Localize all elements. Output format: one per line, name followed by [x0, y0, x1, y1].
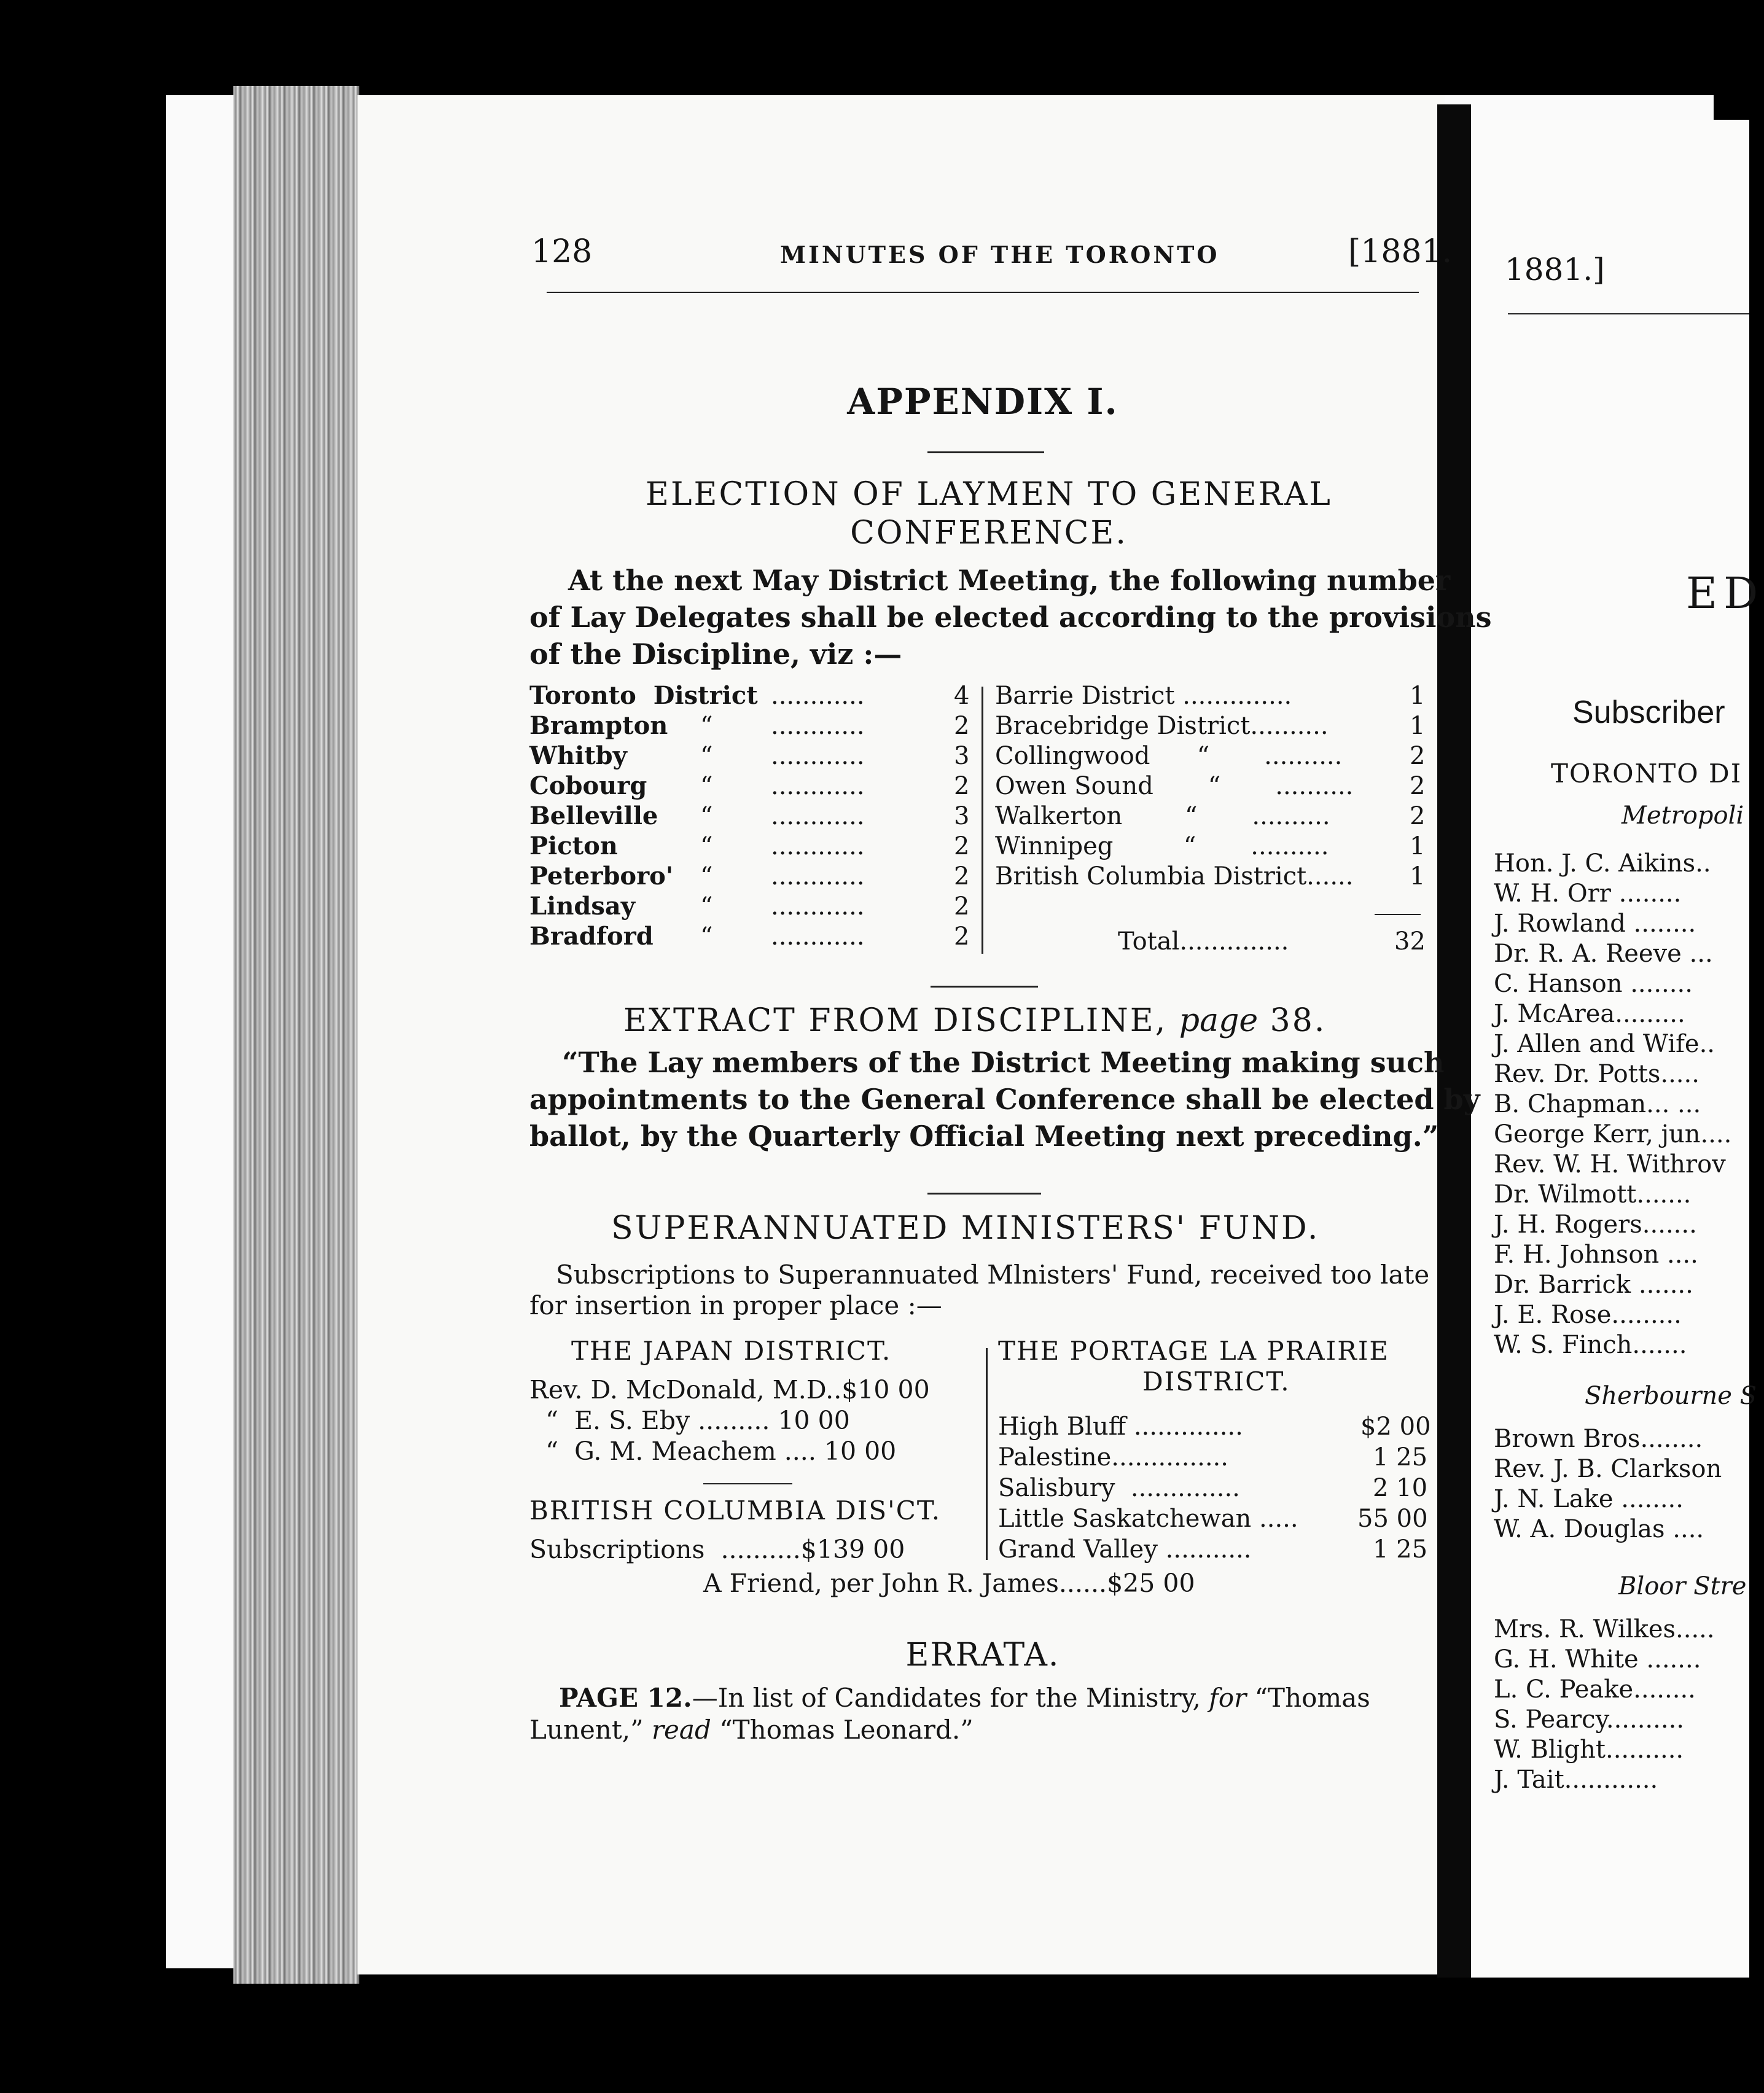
portage-row-name: High Bluff ..............: [998, 1413, 1243, 1441]
header-year: [1881.: [1348, 233, 1453, 270]
ditto-mark: “: [700, 772, 713, 800]
divider: [927, 1193, 1041, 1195]
subscriber-name: Dr. R. A. Reeve ...: [1494, 940, 1713, 968]
subscriber-name: W. A. Douglas ....: [1494, 1515, 1704, 1543]
book-gutter: [1437, 104, 1471, 1978]
subscriber-name: W. H. Orr ........: [1494, 879, 1682, 908]
japan-heading: THE JAPAN DISTRICT.: [571, 1336, 892, 1366]
dot-leader: ............: [771, 682, 865, 710]
errata-line1: [559, 1683, 1370, 1713]
dot-leader: ............: [771, 742, 865, 770]
extract-line2: appointments to the General Conference shall be elected by: [529, 1083, 1480, 1116]
delegate-count: 4: [954, 682, 970, 710]
japan-row: “ G. M. Meachem .... 10 00: [529, 1436, 897, 1466]
portage-row-amount: 55 00: [1357, 1505, 1428, 1533]
delegate-count: 3: [954, 742, 970, 770]
ditto-mark: “: [700, 712, 713, 740]
bc-heading: BRITISH COLUMBIA DIS'CT.: [529, 1495, 942, 1526]
divider: [703, 1483, 792, 1484]
delegate-count: 2: [1410, 802, 1426, 830]
errata-page-ref: PAGE 12.: [559, 1683, 692, 1713]
delegate-count: 2: [1410, 772, 1426, 800]
subscriber-name: Mrs. R. Wilkes.....: [1494, 1615, 1715, 1643]
portage-heading-line1: THE PORTAGE LA PRAIRIE: [998, 1336, 1390, 1366]
district-name: Owen Sound “ ..........: [995, 772, 1354, 800]
delegate-count: 2: [1410, 742, 1426, 770]
subscriber-name: J. E. Rose.........: [1494, 1301, 1682, 1329]
subscriber-heading: Subscriber: [1572, 695, 1725, 730]
column-divider: [982, 687, 983, 954]
metro-heading: Metropoli: [1622, 801, 1744, 830]
delegate-count: 1: [1410, 862, 1426, 891]
delegate-count: 2: [954, 892, 970, 921]
portage-row-name: Palestine...............: [998, 1443, 1228, 1471]
right-page-year: 1881.]: [1505, 252, 1605, 287]
district-name: Whitby: [529, 741, 627, 770]
errata-lunent: Lunent,”: [529, 1715, 644, 1745]
fund-heading: SUPERANNUATED MINISTERS' FUND.: [611, 1210, 1320, 1247]
japan-row: Rev. D. McDonald, M.D..$10 00: [529, 1375, 930, 1405]
total-value: 32: [1394, 927, 1426, 956]
japan-row: “ E. S. Eby ......... 10 00: [529, 1406, 850, 1435]
election-heading-line2: CONFERENCE.: [850, 515, 1128, 552]
subscriber-name: Brown Bros........: [1494, 1425, 1703, 1453]
subscriber-name: J. N. Lake ........: [1494, 1485, 1684, 1513]
delegate-count: 2: [954, 832, 970, 860]
district-name: Winnipeg “ ..........: [995, 832, 1329, 860]
election-heading-line1: ELECTION OF LAYMEN TO GENERAL: [646, 476, 1332, 513]
ditto-mark: “: [700, 742, 713, 770]
ditto-mark: “: [700, 832, 713, 860]
subscriber-name: J. Rowland ........: [1494, 910, 1696, 938]
district-name: Belleville: [529, 801, 658, 830]
extract-heading: [623, 1002, 1326, 1039]
portage-row-amount: 2 10: [1373, 1474, 1428, 1502]
subscriber-name: Dr. Barrick .......: [1494, 1271, 1693, 1299]
subscriber-name: Rev. J. B. Clarkson: [1494, 1455, 1722, 1483]
extract-heading-number: 38.: [1270, 1002, 1327, 1039]
dot-leader: ............: [771, 892, 865, 921]
delegate-count: 1: [1410, 712, 1426, 740]
election-intro-line3: of the Discipline, viz :—: [529, 637, 902, 671]
ditto-mark: “: [700, 922, 713, 951]
portage-row-name: Little Saskatchewan .....: [998, 1505, 1298, 1533]
right-header-rule: [1508, 313, 1749, 314]
divider: [931, 986, 1038, 988]
dot-leader: ............: [771, 772, 865, 800]
divider: [927, 451, 1044, 453]
election-intro-line2: of Lay Delegates shall be elected according to the provisions: [529, 601, 1492, 634]
district-name: Cobourg: [529, 771, 647, 800]
delegate-count: 2: [954, 862, 970, 891]
total-label: Total..............: [1118, 927, 1289, 956]
page-edges: [233, 86, 359, 1984]
dot-leader: ............: [771, 862, 865, 891]
district-name: Picton: [529, 832, 618, 860]
district-name: Collingwood “ ..........: [995, 742, 1343, 770]
delegate-count: 1: [1410, 832, 1426, 860]
header-rule: [547, 292, 1419, 293]
district-name: Walkerton “ ..........: [995, 802, 1330, 830]
ditto-mark: “: [700, 862, 713, 891]
portage-row-amount: $2 00: [1360, 1413, 1431, 1441]
district-name: Brampton: [529, 711, 668, 740]
delegate-count: 1: [1410, 682, 1426, 710]
district-name: Barrie District ..............: [995, 682, 1292, 710]
errata-leonard: “Thomas Leonard.”: [719, 1715, 974, 1745]
district-name: Bradford: [529, 922, 654, 951]
errata-thomas: “Thomas: [1254, 1683, 1370, 1713]
dot-leader: ............: [771, 832, 865, 860]
bc-row: Subscriptions ..........$139 00: [529, 1535, 905, 1564]
extract-heading-page: page: [1179, 1002, 1259, 1039]
delegate-count: 2: [954, 712, 970, 740]
subscriber-name: F. H. Johnson ....: [1494, 1241, 1698, 1269]
dot-leader: ............: [771, 922, 865, 951]
district-name: Bracebridge District..........: [995, 712, 1329, 740]
subscriber-name: J. McArea.........: [1494, 1000, 1685, 1028]
page-number: 128: [531, 233, 593, 270]
errata-text: —In list of Candidates for the Ministry,: [692, 1683, 1201, 1713]
subscriber-name: G. H. White .......: [1494, 1645, 1701, 1674]
subscriber-name: J. Allen and Wife..: [1494, 1030, 1715, 1058]
delegate-count: 2: [954, 922, 970, 951]
extract-heading-text: EXTRACT FROM DISCIPLINE,: [623, 1002, 1168, 1039]
election-intro-line1: At the next May District Meeting, the following number: [568, 564, 1451, 597]
ditto-mark: “: [700, 892, 713, 921]
subscriber-name: S. Pearcy..........: [1494, 1705, 1684, 1734]
delegate-count: 3: [954, 802, 970, 830]
column-divider: [986, 1348, 988, 1560]
extract-line1: “The Lay members of the District Meeting making such: [562, 1046, 1445, 1079]
subscriber-name: C. Hanson ........: [1494, 970, 1693, 998]
errata-line2: [529, 1715, 974, 1745]
errata-for: for: [1209, 1683, 1247, 1713]
extract-line3: ballot, by the Quarterly Official Meeting next preceding.”: [529, 1120, 1439, 1153]
subscriber-name: L. C. Peake........: [1494, 1675, 1696, 1704]
fund-intro-line1: Subscriptions to Superannuated Mlnisters' Fund, received too late: [556, 1260, 1430, 1290]
dot-leader: ............: [771, 802, 865, 830]
portage-heading-line2: DISTRICT.: [1142, 1366, 1290, 1397]
district-name: Lindsay: [529, 892, 636, 921]
running-title: MINUTES OF THE TORONTO: [780, 241, 1220, 268]
district-heading: TORONTO DI: [1551, 758, 1743, 789]
subscriber-name: J. H. Rogers.......: [1494, 1210, 1697, 1239]
subscriber-name: Hon. J. C. Aikins..: [1494, 849, 1711, 878]
sherbourne-heading: Sherbourne S: [1585, 1382, 1757, 1410]
ditto-mark: “: [700, 802, 713, 830]
right-big-letters: ED: [1686, 568, 1764, 618]
portage-row-name: Grand Valley ...........: [998, 1535, 1252, 1564]
subscriber-name: J. Tait............: [1494, 1766, 1658, 1794]
portage-row-amount: 1 25: [1373, 1535, 1428, 1564]
subscriber-name: B. Chapman... ...: [1494, 1090, 1701, 1118]
dot-leader: ............: [771, 712, 865, 740]
portage-row-amount: 1 25: [1373, 1443, 1428, 1471]
errata-heading: ERRATA.: [905, 1637, 1060, 1674]
district-name: Toronto District: [529, 681, 758, 710]
subscriber-name: Dr. Wilmott.......: [1494, 1180, 1692, 1209]
subscriber-name: George Kerr, jun....: [1494, 1120, 1732, 1148]
total-rule: [1375, 914, 1421, 915]
subscriber-name: Rev. W. H. Withrov: [1494, 1150, 1726, 1179]
subscriber-name: W. Blight..........: [1494, 1736, 1684, 1764]
bloor-heading: Bloor Stre: [1618, 1572, 1747, 1600]
portage-row-name: Salisbury ..............: [998, 1474, 1240, 1502]
errata-read: read: [651, 1715, 711, 1745]
delegate-count: 2: [954, 772, 970, 800]
appendix-title: APPENDIX I.: [847, 381, 1118, 423]
subscriber-name: W. S. Finch.......: [1494, 1331, 1687, 1359]
district-name: British Columbia District......: [995, 862, 1354, 891]
fund-intro-line2: for insertion in proper place :—: [529, 1290, 942, 1320]
subscriber-name: Rev. Dr. Potts.....: [1494, 1060, 1700, 1088]
district-name: Peterboro': [529, 862, 674, 891]
friend-row: A Friend, per John R. James......$25 00: [703, 1569, 1195, 1598]
